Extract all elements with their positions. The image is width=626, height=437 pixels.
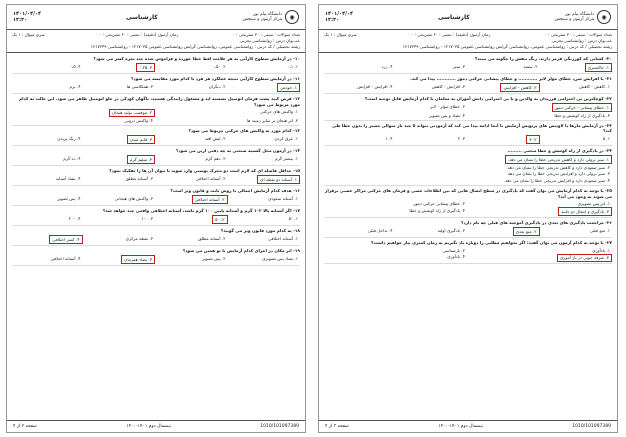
university-block [243,10,299,24]
question-text: مزاحمت یادگیری های بعدی در یادگیری آموخته های قبلی چه نام دارد؟ [460,220,604,226]
answer-options [324,155,612,183]
question-list [7,53,305,267]
question-separator: - [603,122,607,128]
answer-option[interactable]: ۲. سفید [523,63,538,69]
question-stem [12,248,300,253]
question-text: در آزمایش سطوح کارآیی نتیجه عملکرد هر فرد با کدام مورد مقایسه می شود؟ [131,76,292,82]
answer-options [324,63,612,72]
selected-answer-option[interactable]: ۳. قایم شدن [127,135,155,144]
exam-info-item: سری سوال : ۱ یک [12,32,45,37]
question-number: ۲۳ [606,122,612,128]
selected-answer-option[interactable]: ۱. آستانه دو نقطه ای [257,175,300,184]
question-list [319,53,617,265]
answer-option[interactable]: ۴. نرم [69,83,81,89]
answer-option[interactable]: ۲. ۰،۵۰ [212,63,226,69]
university-name [555,12,594,23]
exam-page-2 [6,4,306,433]
degree-title: کارشناسی [437,13,470,21]
university-name [243,12,282,23]
question [324,220,612,238]
answer-options [12,195,300,204]
university-block [555,10,611,24]
question-separator: - [291,148,295,154]
page-number: صفحه ۲ از ۴ [13,424,37,429]
question [324,188,612,218]
question-separator: - [291,208,295,214]
degree-title: کارشناسی [125,13,158,21]
question-separator: - [291,188,295,194]
semester-label: نیمسال دوم ۱۴۰۱-۱۴۰۰ [126,424,171,429]
answer-option[interactable]: ۲. آستانه اختلافی [195,175,226,181]
question-separator: - [603,148,607,154]
answer-option[interactable]: ۱. عرق کردن [274,135,298,141]
answer-option[interactable]: ۴. پس تصویر [57,195,81,201]
question-stem [324,148,612,153]
question-separator: - [291,168,295,174]
answer-option[interactable]: ۴. تضاد و پس تصویر [429,112,465,118]
exam-info-item: سری سوال : ۱ یک [324,32,357,37]
answer-option[interactable]: ۴. ۱ [385,135,393,141]
page-number: صفحه ۳ از ۴ [325,424,349,429]
answer-option[interactable]: ۳. ۲ [457,135,465,141]
selected-answer-option[interactable]: ۳. میلیم گرم [127,155,155,164]
question-number: ۲۱ [606,76,612,82]
selected-answer-option[interactable]: ۲. ۵۰ [212,215,227,224]
question-number: ۱۶ [294,188,300,194]
exam-code: 1010/101097389 [260,424,299,429]
answer-options [12,135,300,144]
question-text: اثر مکان در اجرای کدام آزمایش با تو همین می شود؟ [182,248,292,254]
question-text: در آزمایش مارها یا لاوینس های پرتوپس آزمایش تا آنجا ادامه پیدا می کند که آزمودنی بتواند ۵ چند بار متوالی مسیر را بدون خطا طی کند؟ [332,122,612,134]
exam-time: ۱۳:۳۰ [325,17,340,23]
question-text: به کدام مورد قانون وبر می گویند؟ [220,228,292,234]
answer-option[interactable]: ۱. آستانه اختلافی [268,235,298,241]
answer-options [12,255,300,264]
selected-answer-option[interactable]: ۳. یادگیری و انتقال دو جانبه [558,207,612,216]
answer-option[interactable]: ۳. همکلاسی ها [126,83,153,89]
question-separator: - [291,228,295,234]
question-separator: - [291,76,295,82]
question [324,56,612,74]
question-stem [12,148,300,153]
answer-option[interactable]: ۲. سیر صعودی دارد و کاهش تدریجی خطا را نشان می دهد. [506,164,610,170]
question-stem [12,56,300,61]
answer-option[interactable]: ۴. تضاد آستانه [55,175,81,181]
question-number: ۱۱ [294,76,300,82]
question-text: با افزایش سن، خطای مولر لایر ............ و خطای پیشانی حرکتی دمور ............ پیدا می کند. [410,76,604,82]
question [12,96,300,126]
answer-options [324,83,612,92]
answer-option[interactable]: ۳. یادگیری اولیه [437,227,465,233]
university-name-line: دانشگاه پیام نور [565,11,594,17]
page-footer [319,420,617,432]
question-text: کوچکترین بی احترامی فرزندان به والدین و یا بی احترامی دانش آموزان به معلمان با کدام آزمایش قابل توجیه است؟ [364,96,604,102]
question-number: ۲۰ [606,56,612,62]
question-text: فرض کنید پشت فرمان اتومبیل نشسته اید و مشغول رانندگی هستید، ناگهان کودکی در جلو اتومبیل ظاهر می شود. این حالت به کدام مورد مربوط می شود؟ [19,96,300,107]
question-stem [324,188,612,199]
answer-option[interactable]: ۴. یادآوری [447,254,465,260]
answer-options [324,227,612,236]
answer-option[interactable]: ۴. آستانه اختلافی [50,255,81,261]
answer-option[interactable]: ۴. ۲۰۰ [68,215,81,221]
question-number: ۱۳ [294,128,300,134]
university-name-line: دانشگاه پیام نور [253,11,282,17]
answer-option[interactable]: ۲. پس تصویر [202,255,226,261]
selected-answer-option[interactable]: ۱. خطای پیشانی - حرکتی دمور [552,103,612,112]
question-stem [324,96,612,101]
question-stem [12,128,300,133]
question-number: ۲۵ [606,188,612,194]
answer-options [324,201,612,216]
answer-options [12,63,300,72]
question-text: حداقل فاصله ای که لازم است دو محرک پوستی وارد شوند تا بتوان آن ها را تفکیک نمود؟ [109,168,292,174]
exam-time: ۱۳:۳۰ [13,17,28,23]
exam-date: ۱۴۰۱/۰۴/۰۴ [325,11,354,17]
selected-answer-option[interactable]: ۲. آستانه اختلافی [192,195,228,204]
question [12,228,300,246]
answer-option[interactable]: ۲. خطای مولر - لایر [430,103,465,109]
selected-answer-option[interactable]: ۱. سیر نزولی دارد و کاهش تدریجی خطا را نشان می دهد. [505,155,612,164]
selected-answer-option[interactable]: ۱. خاکستری [585,63,612,72]
question-separator: - [603,76,607,82]
answer-option[interactable]: ۳. اثر هیجان بر سایر زمینه ها [247,117,298,123]
answer-options [12,175,300,184]
question-stem [12,208,300,213]
question-text: در یادگیری از راه کوشش و خطا منحنی ......... [507,148,604,154]
question-stem [12,168,300,173]
answer-option[interactable]: ۲. آستانه مطلق [198,235,226,241]
answer-option[interactable]: ۴. ۰،۵ [69,63,81,69]
question-text: با توجه به کدام آزمایش می توان گفت که یادگیری در سطح اتصال هایی که بین اطلاعات حسی و فرمان های حرکتی مراکز عصبی برقرار می شوند به وجود می آید؟ [324,188,612,199]
question-separator: - [603,188,607,194]
question-number: ۱۵ [294,168,300,174]
answer-option[interactable]: ۲. دیگران [208,83,226,89]
question-separator: - [603,96,607,102]
answer-option[interactable]: ۱. کاهش - کاهش [579,83,610,89]
selected-answer-option[interactable]: ۲. ۳ [526,135,539,144]
question-separator: - [603,220,607,226]
program-code: رشته تحصیلی / کد درس : روانشناسی عمومی، روانشناسی گرایش روانشناسی عمومی ۱۲۱۷۰۳۵ - روانشناسی ۱۲۱۷۲۴۹ [402,44,612,49]
question [12,208,300,226]
answer-options [324,103,612,118]
question-separator: - [291,128,295,134]
question [324,96,612,120]
answer-option[interactable]: ۲. بازشناسی [442,247,465,253]
answer-option[interactable]: ۲. دهم گرم [205,155,226,161]
answer-option[interactable]: ۴. تداخل قبلی [367,227,393,233]
question-separator: - [291,248,295,254]
answer-option[interactable]: ۳. سبز [453,63,465,69]
question-stem [324,240,612,245]
course-title: عنـــوان درس : روانشناسی تجربی [239,38,300,43]
question [324,240,612,264]
question-stem [324,76,612,81]
question-text: در آزمایش سطوح کارآیی به هر علامت لغط خطا خورده و فراموش شده چند نمره کسر می شود؟ [93,56,292,62]
answer-option[interactable]: ۱. بیشتر گرم [275,155,298,161]
answer-option[interactable]: ۱. تضاد پس تصویری [262,255,298,261]
question [12,128,300,146]
selected-answer-option[interactable]: ۲. منع بعدی [513,227,540,236]
question-number: ۱۰ [294,56,300,62]
question-number: ۱۴ [294,148,300,154]
answer-option[interactable]: ۳. واکنش های هیجانی [114,195,153,201]
answer-options [324,247,612,262]
question [12,248,300,266]
question-separator: - [291,96,295,102]
answer-option[interactable]: ۱. منع قبلی [589,227,610,233]
question-separator: - [603,56,607,62]
answer-option[interactable]: ۳. ۱۰۰ [141,215,153,221]
answer-option[interactable]: ۴. ده گرم [63,155,81,161]
answer-option[interactable]: ۱. آستانه صعودی [268,195,298,201]
answer-option[interactable]: ۴. زرد [381,63,393,69]
selected-answer-option[interactable]: ۲. موقعیت تولید هیجان [109,109,155,118]
page-header [7,5,305,30]
answer-option[interactable]: ۳. نقطه مرکزی [125,235,153,241]
question-stem [12,96,300,107]
question-number: ۲۲ [606,96,612,102]
exam-date-block [325,11,353,23]
exam-page-3 [318,4,618,433]
question [324,148,612,185]
question-number: ۱۹ [294,248,300,254]
question-stem [324,56,612,61]
question-number: ۱۷ [294,208,300,214]
answer-options [12,215,300,224]
exam-info-item: تعداد سوالات : تستی : ۳۰ تشریحی : ۰ [232,32,300,37]
question-text: کدام مورد به واکنش های حرکتی مربوط می شود؟ [188,128,292,134]
answer-option[interactable]: ۲. لبش افتد [204,135,226,141]
answer-option[interactable]: ۳. آستانه مطلق [125,175,153,181]
question-number: ۱۸ [294,228,300,234]
question-stem [12,228,300,233]
answer-option[interactable]: ۳. یادگیری از راه کوشش و خطا [554,112,610,118]
answer-option[interactable]: ۱. یادآوری [592,247,610,253]
semester-label: نیمسال دوم ۱۴۰۱-۱۴۰۰ [438,424,483,429]
selected-answer-option[interactable]: ۱. خودش [277,83,300,92]
selected-answer-option[interactable]: ۳. تضاد همزمان [121,255,155,264]
question-stem [324,123,612,134]
question-stem [12,188,300,193]
question-text: اگر آستانه بالا ۱۰۲ گرم و آستانه پایین ۱۰۰ گرم باشد، آستانه اختلافی واقعی چند خواهد شد؟ [102,208,292,214]
university-name-line: مرکز آزمون و سنجش [242,17,282,22]
exam-date: ۱۴۰۱/۰۴/۰۴ [13,11,42,17]
exam-info-item: زمان آزمون (دقیقه) : تستی : ۶۰ تشریحی : ۰ [99,32,179,37]
question-number: ۱۲ [294,96,300,102]
answer-options [324,135,612,144]
answer-option[interactable]: ۱. ۵ [602,135,610,141]
answer-option[interactable]: ۳. افزایش - کاهش [431,83,465,89]
question-text: با توجه به کدام آزمون می توان گفت: اگر بخواهیم مطلبی را دوباره یاد بگیریم به زمان کمتری نیاز خواهیم داشت؟ [371,240,604,246]
question [12,168,300,186]
question-text: هدف کدام آزمایش اجمالی با روش ثابت و قانون وبر است؟ [170,188,292,194]
question-separator: - [603,240,607,246]
answer-option[interactable]: ۱. ۵۰ [288,215,298,221]
answer-options [12,109,300,124]
answer-option[interactable]: ۴. افزایش - افزایش [357,83,393,89]
answer-option[interactable]: ۳. سیر نزولی دارد و افزایش تدریجی خطا را نشان می دهد. [506,171,610,177]
answer-option[interactable]: ۲. خطای پیشانی حرکتی دمور [413,201,465,207]
exam-date-block [13,11,41,23]
question [324,76,612,94]
question [12,56,300,74]
answer-options [12,83,300,92]
question-separator: - [291,56,295,62]
answer-option[interactable]: ۱. اثر پس تصویری [577,201,610,207]
question [12,188,300,206]
answer-option[interactable]: ۱. ۰،۱ [287,63,298,69]
university-logo-icon: ◉ [285,10,299,24]
course-title: عنـــوان درس : روانشناسی تجربی [551,38,612,43]
exam-info-item: تعداد سوالات : تستی : ۳۰ تشریحی : ۰ [544,32,612,37]
question [12,76,300,94]
question-text: در آزمون محل گشتیه صنعتی به چه دقتی ازین می شود؟ [175,148,292,154]
exam-info [319,30,617,53]
question-stem [324,220,612,225]
question-number: ۲۶ [606,220,612,226]
exam-info-item: زمان آزمون (دقیقه) : تستی : ۶۰ تشریحی : ۰ [411,32,491,37]
question-number: ۲۴ [606,148,612,154]
answer-option[interactable]: ۴. سیر صعودی دارد و افزایش تدریجی خطا را نشان می دهد. [503,177,610,183]
page-footer [7,420,305,432]
question-stem [12,76,300,81]
selected-answer-option[interactable]: ۳. صرفه جویی در باز آموزی [557,254,612,263]
selected-answer-option[interactable]: ۴. کسر اختلافی [49,235,82,244]
exam-info [7,30,305,53]
answer-option[interactable]: ۱. واکنش های حرکتی [260,109,298,115]
university-logo-icon: ◉ [597,10,611,24]
answer-option[interactable]: ۴. یادگیری از راه کوشش و خطا [409,207,465,213]
page-header [319,5,617,30]
selected-answer-option[interactable]: ۳. ۰،۲۵ [136,63,155,72]
question [12,148,300,166]
exam-code: 1010/101097389 [572,424,611,429]
question-text: کسانی که کوررنگی قرمز دارند، رنگ بنفش را چگونه می بینند؟ [474,56,604,62]
university-name-line: مرکز آزمون و سنجش [554,17,594,22]
program-code: رشته تحصیلی / کد درس : روانشناسی عمومی، روانشناسی گرایش روانشناسی عمومی ۱۲۱۷۰۳۵ - روانشناسی ۱۲۱۷۲۴۹ [90,44,300,49]
selected-answer-option[interactable]: ۲. کاهش - افزایش [500,83,539,92]
answer-options [12,155,300,164]
answer-options [12,235,300,244]
question-number: ۲۷ [606,240,612,246]
answer-option[interactable]: ۴. واکنش درونی [124,117,153,123]
question [324,123,612,146]
answer-option[interactable]: ۴. رنگ پریدن [57,135,81,141]
